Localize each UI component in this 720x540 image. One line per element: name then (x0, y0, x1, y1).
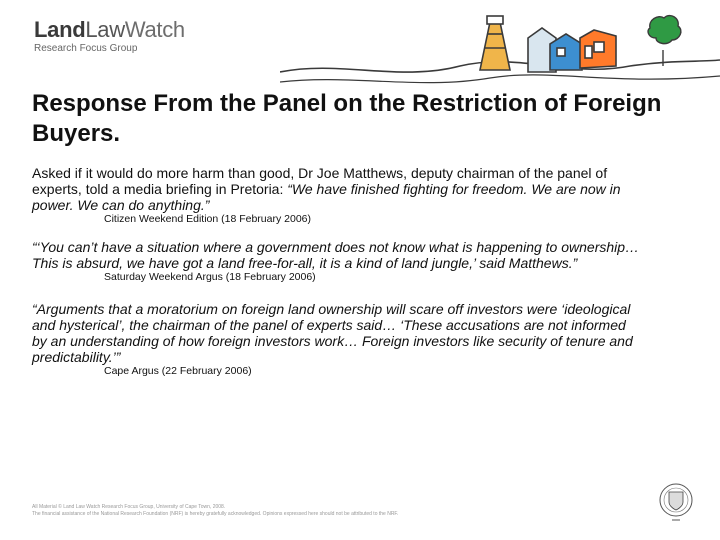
source-citation-1: Citizen Weekend Edition (18 February 2006) (104, 213, 312, 225)
hill-line (280, 75, 720, 83)
source-citation-2: Saturday Weekend Argus (18 February 2006) (104, 271, 316, 283)
slide-title: Response From the Panel on the Restriction of Foreign Buyers. (32, 90, 662, 147)
logo-watch: Watch (124, 17, 185, 42)
logo-subtitle: Research Focus Group (34, 43, 138, 54)
intro-quote: “We have finished fighting for freedom. We are now in power. We can do anything.” (32, 181, 621, 213)
slide-body (32, 165, 642, 378)
intro-paragraph (32, 165, 642, 213)
brand-logo (34, 18, 185, 54)
quote-paragraph-3: “Arguments that a moratorium on foreign land ownership will scare off investors were ‘ideological and hysterical’, the chairman of the panel of experts said… ‘These accusations are not informed by an understanding of how foreign investors work… Foreign investors like security of tenure and predictability.’” (32, 301, 633, 365)
quote-paragraph-2: “‘You can’t have a situation where a government does not know what is happening to ownership… This is absurd, we have got a land free-for-all, it is a kind of land jungle,’ said Matthews.” (32, 239, 640, 271)
footer-acknowledgement: The financial assistance of the National Research Foundation (NRF) is hereby gratefully acknowledged. Opinions expressed here should not be attributed to the NRF. (32, 511, 399, 517)
houses-icon (528, 28, 616, 72)
landscape-banner-illustration (280, 0, 720, 92)
footer-notice (32, 504, 632, 518)
logo-wordmark (34, 18, 185, 42)
tree-icon (648, 16, 681, 66)
logo-land: Land (34, 17, 86, 42)
intro-text: Asked if it would do more harm than good, Dr Joe Matthews, deputy chairman of the panel of experts, told a media briefing in Pretoria: (32, 165, 608, 197)
footer-copyright: All Material © Land Law Watch Research Focus Group, University of Cape Town, 2008. (32, 504, 226, 510)
university-seal-icon (658, 482, 694, 524)
logo-law: Law (85, 17, 125, 42)
headframe-tower-icon (480, 16, 510, 70)
source-citation-3: Cape Argus (22 February 2006) (104, 365, 252, 377)
